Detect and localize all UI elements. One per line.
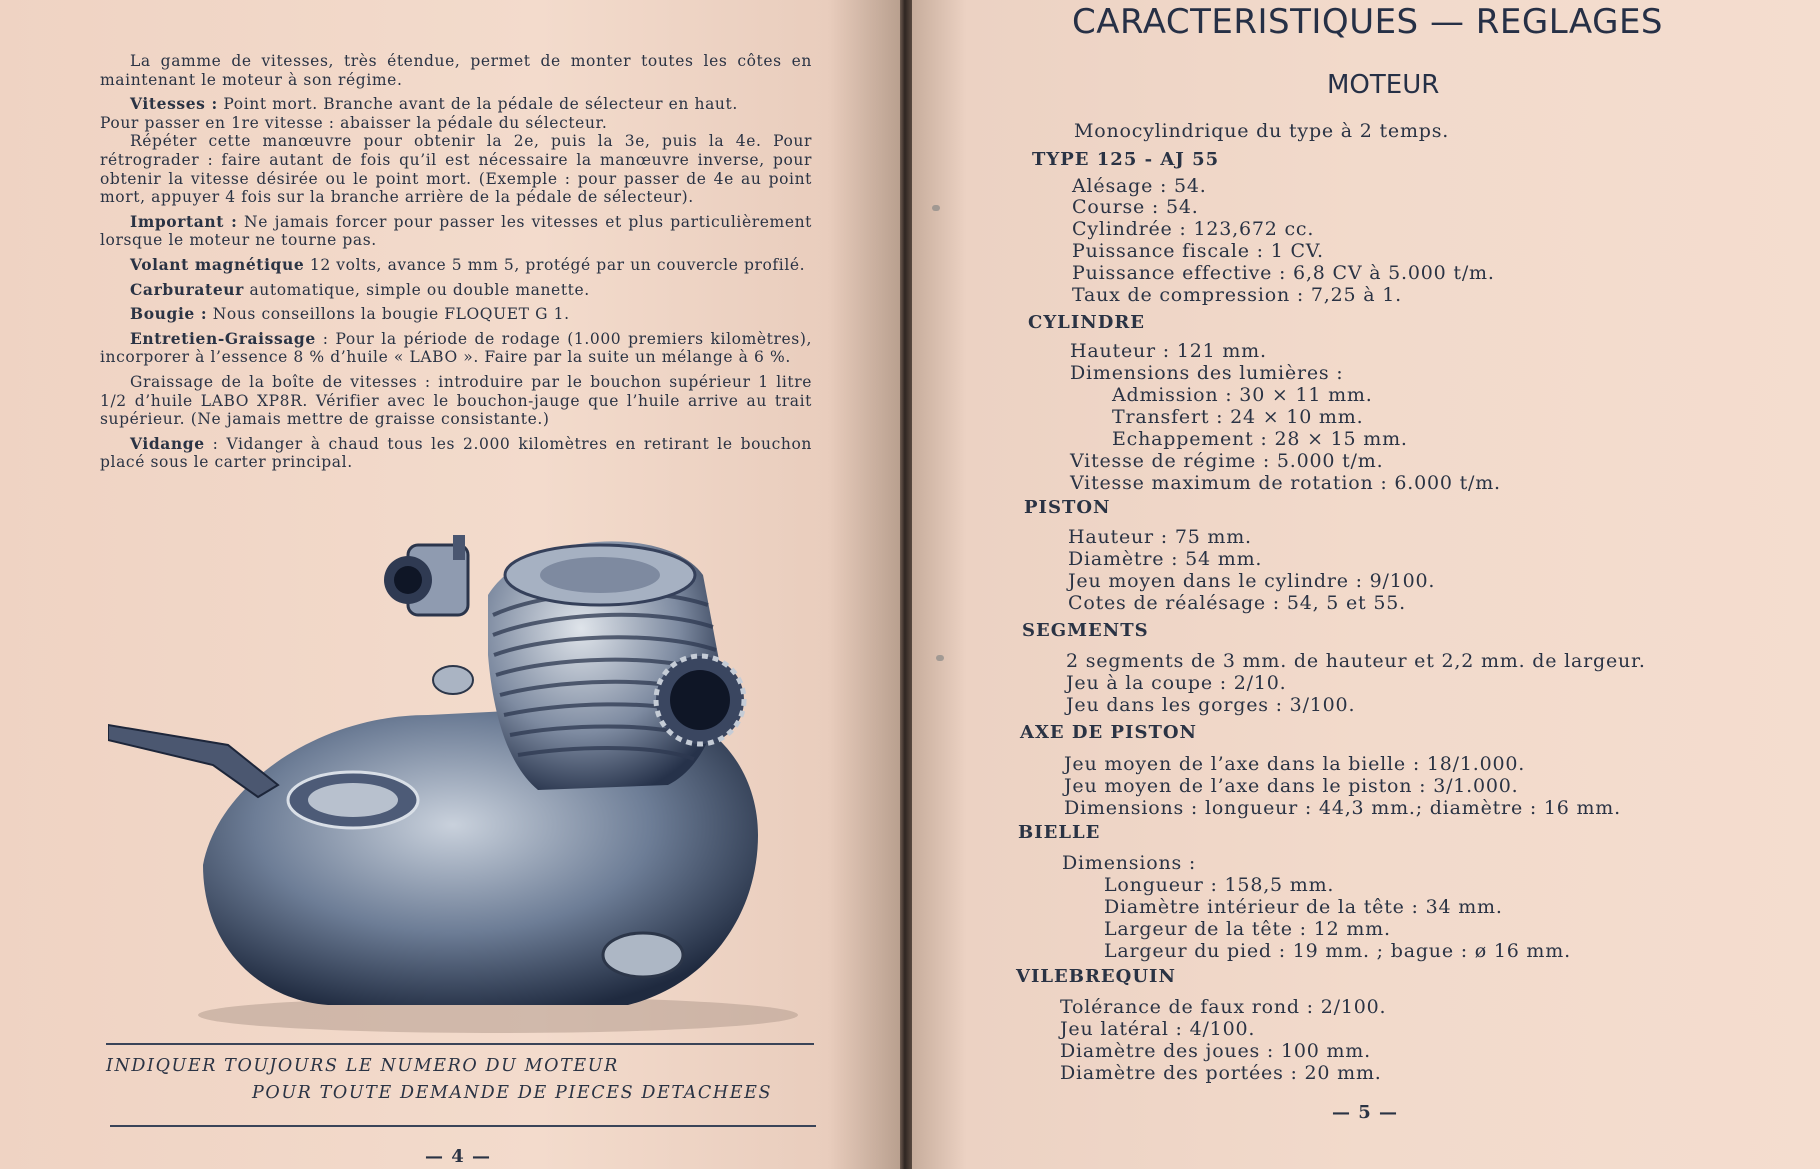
notice-bottom-rule xyxy=(110,1125,816,1127)
intro-paragraph: La gamme de vitesses, très étendue, permet de monter toutes les côtes en maintenant le moteur à son régime. xyxy=(100,52,812,89)
vilebrequin-line-2: Jeu latéral : 4/100. xyxy=(1060,1018,1256,1040)
cylindree-line: Cylindrée : 123,672 cc. xyxy=(1072,218,1315,240)
paper-speck xyxy=(932,205,940,211)
paper-speck xyxy=(936,655,944,661)
entretien-text: : Pour la période de rodage (1.000 premiers kilomètres), incorporer à l’essence 8 % d’huile « LABO ». Faire par la suite un mélange à 6 %. xyxy=(100,329,813,367)
axe-line-2: Jeu moyen de l’axe dans le piston : 3/1.000. xyxy=(1064,775,1519,797)
piston-diametre-line: Diamètre : 54 mm. xyxy=(1068,548,1263,570)
vilebrequin-line-4: Diamètre des portées : 20 mm. xyxy=(1060,1062,1382,1084)
carburateur-paragraph xyxy=(100,281,812,300)
course-line: Course : 54. xyxy=(1072,196,1199,218)
important-label: Important : xyxy=(130,211,238,231)
vilebrequin-heading: VILEBREQUIN xyxy=(1016,966,1176,987)
bielle-dimensions-line: Dimensions : xyxy=(1062,852,1197,874)
segments-line-2: Jeu à la coupe : 2/10. xyxy=(1066,672,1287,694)
vidange-label: Vidange xyxy=(130,433,205,453)
important-paragraph xyxy=(100,213,812,250)
vitesses-label: Vitesses : xyxy=(130,94,218,114)
page-title: CARACTERISTIQUES — REGLAGES xyxy=(1072,2,1664,42)
vidange-text: : Vidanger à chaud tous les 2.000 kilomètres en retirant le bouchon placé sous le carter principal. xyxy=(100,434,812,472)
side-badge xyxy=(288,772,418,828)
effective-line: Puissance effective : 6,8 CV à 5.000 t/m. xyxy=(1072,262,1495,284)
section-subtitle: MOTEUR xyxy=(1327,70,1440,100)
engine-photo xyxy=(108,535,820,1035)
piston-heading: PISTON xyxy=(1024,497,1111,518)
entretien-label: Entretien-Graissage xyxy=(130,328,316,348)
bielle-heading: BIELLE xyxy=(1018,822,1101,843)
carburateur-label: Carburateur xyxy=(130,279,244,299)
bougie-label: Bougie : xyxy=(130,304,208,324)
page-number-left: — 4 — xyxy=(425,1146,492,1167)
segments-line-1: 2 segments de 3 mm. de hauteur et 2,2 mm. de largeur. xyxy=(1066,650,1646,672)
echappement-line: Echappement : 28 × 15 mm. xyxy=(1112,428,1408,450)
piston-cotes-line: Cotes de réalésage : 54, 5 et 55. xyxy=(1068,592,1406,614)
vitesses-line2: Pour passer en 1re vitesse : abaisser la pédale du sélecteur. xyxy=(100,113,608,132)
axe-line-3: Dimensions : longueur : 44,3 mm.; diamètre : 16 mm. xyxy=(1064,797,1621,819)
page-number-right: — 5 — xyxy=(1332,1102,1399,1123)
alesage-line: Alésage : 54. xyxy=(1072,175,1207,197)
compression-line: Taux de compression : 7,25 à 1. xyxy=(1072,284,1402,306)
notice-line-1: INDIQUER TOUJOURS LE NUMERO DU MOTEUR xyxy=(106,1056,619,1076)
bielle-larg-pied-line: Largeur du pied : 19 mm. ; bague : ø 16 mm. xyxy=(1104,940,1571,962)
bougie-text: Nous conseillons la bougie FLOQUET G 1. xyxy=(212,305,570,324)
cylindre-hauteur-line: Hauteur : 121 mm. xyxy=(1070,340,1267,362)
entretien-paragraph xyxy=(100,330,812,367)
vitesses-line1: Point mort. Branche avant de la pédale de sélecteur en haut. xyxy=(223,95,738,114)
bougie-paragraph xyxy=(100,305,812,324)
regime-line: Vitesse de régime : 5.000 t/m. xyxy=(1070,450,1384,472)
volant-text: 12 volts, avance 5 mm 5, protégé par un couvercle profilé. xyxy=(309,255,806,274)
engine-type-line: Monocylindrique du type à 2 temps. xyxy=(1074,120,1450,142)
transfert-line: Transfert : 24 × 10 mm. xyxy=(1112,406,1364,428)
kick-lever xyxy=(108,725,278,797)
carburettor xyxy=(384,535,468,615)
bielle-longueur-line: Longueur : 158,5 mm. xyxy=(1104,874,1335,896)
vitesses-line3: Répéter cette manœuvre pour obtenir la 2e, puis la 3e, puis la 4e. Pour rétrograder : faire autant de fois qu’il est nécessaire la manœuvre inverse, pour obtenir la vitesse désirée ou le point mort. (Exemple : pour passer de 4e au point mort, appuyer 4 fois sur la branche arrière de la pédale de sélecteur). xyxy=(100,132,812,207)
admission-line: Admission : 30 × 11 mm. xyxy=(1112,384,1373,406)
bielle-larg-tete-line: Largeur de la tête : 12 mm. xyxy=(1104,918,1391,940)
segments-line-3: Jeu dans les gorges : 3/100. xyxy=(1066,694,1356,716)
type-heading: TYPE 125 - AJ 55 xyxy=(1032,149,1220,170)
vilebrequin-line-3: Diamètre des joues : 100 mm. xyxy=(1060,1040,1371,1062)
vidange-paragraph xyxy=(100,435,812,472)
notice-top-rule xyxy=(106,1043,814,1045)
lumieres-line: Dimensions des lumières : xyxy=(1070,362,1344,384)
volant-paragraph xyxy=(100,256,812,275)
carburateur-text: automatique, simple ou double manette. xyxy=(249,280,590,299)
axe-line-1: Jeu moyen de l’axe dans la bielle : 18/1.000. xyxy=(1064,753,1526,775)
left-page-text xyxy=(100,52,812,478)
notice-line-2: POUR TOUTE DEMANDE DE PIECES DETACHEES xyxy=(252,1083,773,1103)
vitesses-paragraph xyxy=(100,95,812,207)
right-page xyxy=(912,0,1820,1169)
bielle-diam-tete-line: Diamètre intérieur de la tête : 34 mm. xyxy=(1104,896,1503,918)
fiscale-line: Puissance fiscale : 1 CV. xyxy=(1072,240,1324,262)
axe-heading: AXE DE PISTON xyxy=(1020,722,1197,743)
volant-label: Volant magnétique xyxy=(130,254,305,274)
maximum-line: Vitesse maximum de rotation : 6.000 t/m. xyxy=(1070,472,1501,494)
piston-jeu-line: Jeu moyen dans le cylindre : 9/100. xyxy=(1068,570,1436,592)
important-text: Ne jamais forcer pour passer les vitesses et plus particulièrement lorsque le moteur ne tourne pas. xyxy=(100,212,813,250)
piston-hauteur-line: Hauteur : 75 mm. xyxy=(1068,526,1252,548)
engine-illustration xyxy=(108,535,820,1035)
left-page xyxy=(0,0,900,1169)
graissage-paragraph: Graissage de la boîte de vitesses : introduire par le bouchon supérieur 1 litre 1/2 d’huile LABO XP8R. Vérifier avec le bouchon-jauge que l’huile arrive au trait supérieur. (Ne jamais mettre de graisse consistante.) xyxy=(100,372,812,429)
segments-heading: SEGMENTS xyxy=(1022,620,1149,641)
cylindre-heading: CYLINDRE xyxy=(1028,312,1145,333)
exhaust-port xyxy=(656,656,744,744)
vilebrequin-line-1: Tolérance de faux rond : 2/100. xyxy=(1060,996,1387,1018)
binding-gutter xyxy=(900,0,912,1169)
